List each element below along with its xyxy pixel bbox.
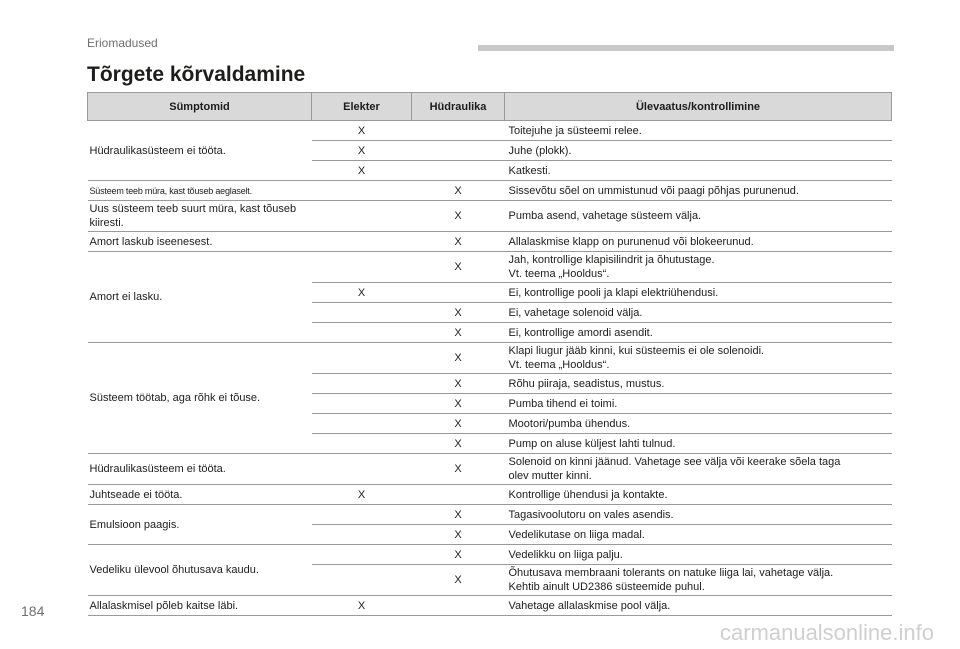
hydraulic-cell [412,121,505,141]
inspection-line: Pumba asend, vahetage süsteem välja. [508,210,702,222]
electric-cell [312,374,412,394]
hydraulic-cell: X [412,525,505,545]
hydraulic-cell: X [412,394,505,414]
hydraulic-cell: X [412,323,505,343]
inspection-cell [505,181,892,201]
hydraulic-cell: X [412,343,505,374]
inspection-line: Sissevõtu sõel on ummistunud või paagi põhjas purunenud. [508,184,799,197]
electric-cell [312,434,412,454]
header-electric: Elekter [312,93,412,121]
inspection-line: Katkesti. [508,164,551,177]
hydraulic-cell: X [412,181,505,201]
inspection-line: Ei, kontrollige amordi asendit. [508,326,653,339]
electric-cell [312,232,412,252]
inspection-cell [505,394,892,414]
inspection-line: Vahetage allalaskmise pool välja. [508,599,671,612]
table-row [88,454,892,485]
inspection-line: Jah, kontrollige klapisilindrit ja õhutustage. [508,254,715,266]
symptom-cell: Allalaskmisel põleb kaitse läbi. [88,596,312,616]
electric-cell [312,303,412,323]
table-row [88,343,892,374]
electric-cell [312,181,412,201]
hydraulic-cell: X [412,454,505,485]
inspection-cell [505,545,892,565]
inspection-cell [505,434,892,454]
electric-cell: X [312,161,412,181]
hydraulic-cell: X [412,434,505,454]
inspection-line: Juhe (plokk). [508,144,572,157]
inspection-cell [505,505,892,525]
electric-cell [312,525,412,545]
table-row [88,596,892,616]
table-row [88,505,892,525]
inspection-cell [505,525,892,545]
symptom-cell: Amort ei lasku. [88,252,312,343]
hydraulic-cell: X [412,545,505,565]
table-row [88,121,892,141]
inspection-line: Vedelikku on liiga palju. [508,548,623,561]
table-header-row [88,93,892,121]
inspection-line: Kehtib ainult UD2386 süsteemide puhul. [508,581,705,593]
table-row [88,252,892,283]
inspection-cell [505,565,892,596]
inspection-line: Vedelikutase on liiga madal. [508,528,645,541]
inspection-cell [505,121,892,141]
electric-cell [312,505,412,525]
inspection-line: Klapi liugur jääb kinni, kui süsteemis ei ole solenoidi. [508,345,765,357]
inspection-cell [505,323,892,343]
electric-cell [312,545,412,565]
hydraulic-cell: X [412,303,505,323]
table-row [88,545,892,565]
page-number: 184 [21,603,45,619]
inspection-line: Mootori/pumba ühendus. [508,417,631,430]
inspection-line: Vt. teema „Hooldus“. [508,268,610,280]
inspection-line: Pump on aluse küljest lahti tulnud. [508,437,676,450]
electric-cell [312,394,412,414]
inspection-line: Tagasivoolutoru on vales asendis. [508,508,674,521]
symptom-cell: Uus süsteem teeb suurt müra, kast tõuseb kiiresti. [88,201,312,232]
electric-cell [312,565,412,596]
hydraulic-cell: X [412,252,505,283]
inspection-cell [505,343,892,374]
symptom-cell: Amort laskub iseenesest. [88,232,312,252]
inspection-line: Toitejuhe ja süsteemi relee. [508,124,642,137]
inspection-line: Rõhu piiraja, seadistus, mustus. [508,377,665,390]
hydraulic-cell: X [412,374,505,394]
inspection-cell [505,283,892,303]
inspection-cell [505,454,892,485]
hydraulic-cell: X [412,505,505,525]
hydraulic-cell: X [412,565,505,596]
table-row [88,232,892,252]
inspection-line: Õhutusava membraani tolerants on natuke liiga lai, vahetage välja. [508,567,834,579]
hydraulic-cell [412,141,505,161]
watermark: carmanualsonline.info [719,620,934,645]
electric-cell [312,323,412,343]
hydraulic-cell [412,596,505,616]
inspection-cell [505,485,892,505]
table-row [88,201,892,232]
electric-cell: X [312,121,412,141]
inspection-line: Ei, kontrollige pooli ja klapi elektriühendusi. [508,286,719,299]
section-divider-bar [478,45,894,51]
section-label: Eriomadused [87,36,158,50]
page-title: Tõrgete kõrvaldamine [87,63,306,86]
header-inspection: Ülevaatus/kontrollimine [505,93,892,121]
hydraulic-cell: X [412,201,505,232]
inspection-line: Vt. teema „Hooldus“. [508,359,610,371]
hydraulic-cell [412,283,505,303]
electric-cell [312,201,412,232]
inspection-cell [505,161,892,181]
symptom-cell: Hüdraulikasüsteem ei tööta. [88,454,312,485]
inspection-line: Solenoid on kinni jäänud. Vahetage see välja või keerake sõela taga [508,456,841,468]
table-row [88,485,892,505]
symptom-cell: Juhtseade ei tööta. [88,485,312,505]
hydraulic-cell [412,161,505,181]
electric-cell: X [312,596,412,616]
hydraulic-cell: X [412,232,505,252]
inspection-cell [505,252,892,283]
symptom-cell: Süsteem töötab, aga rõhk ei tõuse. [88,343,312,454]
header-hydraulic: Hüdraulika [412,93,505,121]
inspection-line: Ei, vahetage solenoid välja. [508,306,643,319]
electric-cell [312,252,412,283]
electric-cell [312,454,412,485]
hydraulic-cell: X [412,414,505,434]
troubleshooting-table [87,92,892,616]
inspection-cell [505,414,892,434]
inspection-cell [505,303,892,323]
inspection-line: olev mutter kinni. [508,470,592,482]
inspection-cell [505,201,892,232]
symptom-cell: Hüdraulikasüsteem ei tööta. [88,121,312,181]
table-row [88,181,892,201]
header-symptoms: Sümptomid [88,93,312,121]
electric-cell: X [312,485,412,505]
hydraulic-cell [412,485,505,505]
electric-cell: X [312,141,412,161]
inspection-cell [505,232,892,252]
inspection-line: Kontrollige ühendusi ja kontakte. [508,488,668,501]
inspection-cell [505,374,892,394]
symptom-cell: Emulsioon paagis. [88,505,312,545]
inspection-cell [505,141,892,161]
symptom-cell: Süsteem teeb müra, kast tõuseb aeglaselt. [88,181,312,201]
inspection-line: Allalaskmise klapp on purunenud või blokeerunud. [508,235,754,248]
inspection-cell [505,596,892,616]
symptom-cell: Vedeliku ülevool õhutusava kaudu. [88,545,312,596]
electric-cell: X [312,283,412,303]
inspection-line: Pumba tihend ei toimi. [508,397,618,410]
electric-cell [312,414,412,434]
electric-cell [312,343,412,374]
